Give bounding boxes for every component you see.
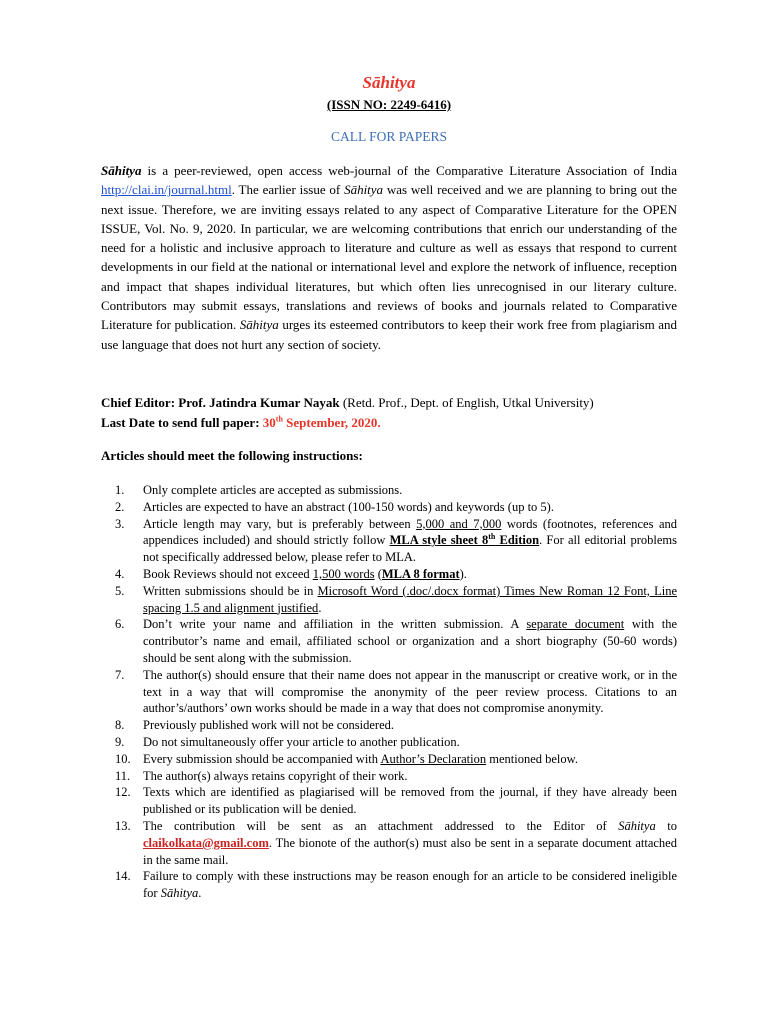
instructions-heading: Articles should meet the following instructions: — [101, 448, 363, 463]
contact-email-link[interactable]: claikolkata@gmail.com — [143, 835, 269, 850]
list-item: 1. Only complete articles are accepted as submissions. — [115, 483, 403, 497]
list-item: 6. Don’t write your name and affiliation in the written submission. A separate document with the contributor’s name and email, affiliated school or organization and a short biography (50-60 words) should be sent along with the submission. — [115, 617, 677, 665]
list-item: 14. Failure to comply with these instructions may be reason enough for an article to be considered ineligible for Sāhitya. — [115, 869, 677, 901]
call-for-papers-heading: CALL FOR PAPERS — [330, 129, 448, 144]
list-item: 9. Do not simultaneously offer your article to another publication. — [115, 734, 460, 749]
journal-name: Sāhitya — [239, 317, 279, 333]
instructions-list — [101, 482, 677, 902]
journal-name: Sāhitya — [101, 163, 142, 178]
intro-paragraph — [101, 161, 677, 354]
journal-title: Sāhitya — [362, 73, 416, 92]
journal-name: Sāhitya — [344, 182, 384, 198]
deadline-label: Last Date to send full paper: — [101, 414, 263, 430]
list-item: 13. The contribution will be sent as an attachment addressed to the Editor of Sāhitya to claikolkata@gmail.com. The bionote of the author(s) must also be sent in a separate document attached in the same mail. — [115, 818, 677, 867]
list-item: 3. Article length may vary, but is preferably between 5,000 and 7,000 words (footnotes, references and appendices included) and should strictly follow MLA style sheet 8th Edition. For all editorial problems not specifically addressed below, please refer to MLA. — [115, 516, 677, 565]
deadline-date: 30th September, 2020. — [262, 414, 381, 430]
chief-editor-label: Chief Editor: Prof. Jatindra Kumar Nayak — [101, 395, 340, 410]
list-item: 12. Texts which are identified as plagiarised will be removed from the journal, if they have already been published or its publication will be denied. — [115, 785, 677, 817]
list-item: 8. Previously published work will not be considered. — [115, 718, 395, 733]
intro-text-1: is a peer-reviewed, open access web-journal of the Comparative Literature Association of India — [141, 163, 677, 178]
issn-number: (ISSN NO: 2249-6416) — [326, 97, 452, 112]
chief-editor-affiliation: (Retd. Prof., Dept. of English, Utkal University) — [339, 395, 594, 410]
list-item: 2. Articles are expected to have an abstract (100-150 words) and keywords (up to 5). — [115, 499, 554, 514]
intro-text-3: was well received and we are planning to bring out the next issue. Therefore, we are inviting essays related to any aspect of Comparative Literature for the OPEN ISSUE, Vol. No. 9, 2020. In particular, we are welcoming contributions that enrich our understanding of the need for a holistic and inclusive approach to literature and culture as well as essays that respond to current developments in our field at the national or international level and explore the network of influence, reception and impact that shapes individual literatures, but which often lies unrecognised in our literary culture. Contributors may submit essays, translations and reviews of books and journals related to Comparative Literature for publication. — [101, 182, 678, 333]
intro-text-2: . The earlier issue of — [231, 182, 345, 198]
list-item: 4. Book Reviews should not exceed 1,500 words (MLA 8 format). — [115, 566, 467, 581]
list-item: 10. Every submission should be accompanied with Author’s Declaration mentioned below. — [115, 751, 578, 766]
deadline-line — [101, 413, 677, 433]
chief-editor-line — [101, 393, 677, 413]
list-item: 11. The author(s) always retains copyright of their work. — [115, 768, 408, 783]
journal-link[interactable]: http://clai.in/journal.html — [101, 182, 232, 198]
intro-text-4: urges its esteemed contributors to keep their work free from plagiarism and use language that does not hurt any section of society. — [101, 317, 678, 352]
editor-block — [101, 393, 677, 432]
list-item: 5. Written submissions should be in Microsoft Word (.doc/.docx format) Times New Roman 12 Font, Line spacing 1.5 and alignment justified. — [115, 583, 677, 615]
list-item: 7. The author(s) should ensure that their name does not appear in the manuscript or creative work, or in the text in a way that will compromise the anonymity of the peer review process. Citations to an author’s/authors’ own works should be made in a way that does not compromise anonymity. — [115, 667, 677, 716]
